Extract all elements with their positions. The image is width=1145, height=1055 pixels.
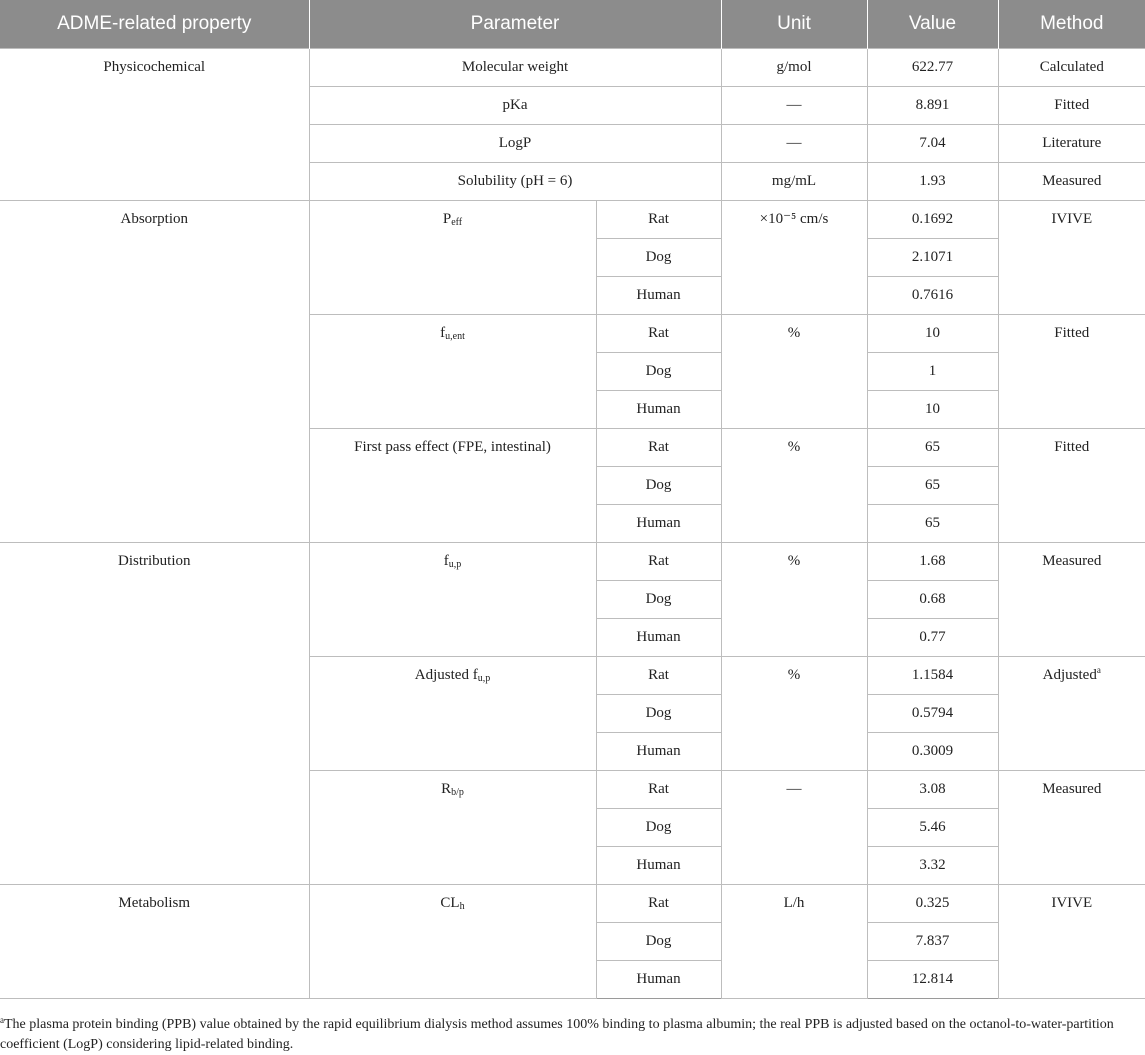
- species-cell: Rat: [596, 657, 721, 695]
- value-cell: 8.891: [867, 87, 998, 125]
- parameter-symbol: R: [441, 781, 452, 797]
- footnote-marker: a: [0, 1015, 4, 1025]
- species-cell: Human: [596, 961, 721, 999]
- value-cell: 0.325: [867, 885, 998, 923]
- category-distribution: Distribution: [0, 543, 309, 885]
- species-cell: Human: [596, 277, 721, 315]
- header-method: Method: [998, 0, 1145, 49]
- method-cell: Fitted: [998, 315, 1145, 429]
- table-row: [0, 49, 1145, 87]
- header-parameter: Parameter: [309, 0, 721, 49]
- header-property: ADME-related property: [0, 0, 309, 49]
- footnote-text: The plasma protein binding (PPB) value obtained by the rapid equilibrium dialysis method assumes 100% binding to plasma albumin; the real PPB is adjusted based on the octanol-to-water-partition coefficient (LogP) considering lipid-related binding.: [0, 1017, 1114, 1052]
- species-cell: Dog: [596, 467, 721, 505]
- unit-cell: %: [721, 657, 867, 771]
- parameter-cell: [309, 771, 596, 885]
- value-cell: 7.837: [867, 923, 998, 961]
- value-cell: 1.1584: [867, 657, 998, 695]
- species-cell: Rat: [596, 201, 721, 239]
- parameter-cell: Solubility (pH = 6): [309, 163, 721, 201]
- unit-cell: ×10⁻⁵ cm/s: [721, 201, 867, 315]
- value-cell: 3.08: [867, 771, 998, 809]
- species-cell: Human: [596, 619, 721, 657]
- parameter-subscript: u,p: [477, 673, 491, 684]
- species-cell: Dog: [596, 809, 721, 847]
- species-cell: Dog: [596, 695, 721, 733]
- category-absorption: Absorption: [0, 201, 309, 543]
- table-footnote: [0, 1015, 1140, 1055]
- species-cell: Human: [596, 733, 721, 771]
- parameter-cell: [309, 315, 596, 429]
- table-row: [0, 885, 1145, 923]
- value-cell: 1: [867, 353, 998, 391]
- parameter-subscript: b/p: [451, 787, 464, 798]
- method-cell: Literature: [998, 125, 1145, 163]
- value-cell: 0.77: [867, 619, 998, 657]
- value-cell: 65: [867, 429, 998, 467]
- species-cell: Rat: [596, 429, 721, 467]
- unit-cell: %: [721, 543, 867, 657]
- parameter-cell: [309, 201, 596, 315]
- value-cell: 65: [867, 467, 998, 505]
- value-cell: 7.04: [867, 125, 998, 163]
- value-cell: 0.1692: [867, 201, 998, 239]
- unit-cell: —: [721, 771, 867, 885]
- species-cell: Rat: [596, 885, 721, 923]
- parameter-cell: LogP: [309, 125, 721, 163]
- value-cell: 10: [867, 315, 998, 353]
- method-cell: Fitted: [998, 429, 1145, 543]
- parameter-cell: Molecular weight: [309, 49, 721, 87]
- method-cell: IVIVE: [998, 201, 1145, 315]
- method-cell: Calculated: [998, 49, 1145, 87]
- unit-cell: g/mol: [721, 49, 867, 87]
- value-cell: 3.32: [867, 847, 998, 885]
- method-cell: IVIVE: [998, 885, 1145, 999]
- species-cell: Rat: [596, 771, 721, 809]
- parameter-subscript: h: [459, 901, 465, 912]
- parameter-cell: [309, 657, 596, 771]
- species-cell: Human: [596, 505, 721, 543]
- parameter-subscript: u,p: [448, 559, 462, 570]
- value-cell: 12.814: [867, 961, 998, 999]
- parameter-symbol: P: [442, 211, 452, 227]
- parameter-symbol: CL: [440, 895, 460, 911]
- method-text: Adjusted: [1042, 667, 1097, 683]
- species-cell: Rat: [596, 315, 721, 353]
- method-cell: Measured: [998, 163, 1145, 201]
- parameter-symbol: f: [443, 553, 449, 569]
- parameter-cell: First pass effect (FPE, intestinal): [309, 429, 596, 543]
- species-cell: Human: [596, 391, 721, 429]
- parameter-cell: [309, 543, 596, 657]
- method-cell: [998, 657, 1145, 771]
- unit-cell: %: [721, 429, 867, 543]
- species-cell: Dog: [596, 581, 721, 619]
- parameter-subscript: u,ent: [445, 331, 465, 342]
- unit-cell: L/h: [721, 885, 867, 999]
- method-cell: Fitted: [998, 87, 1145, 125]
- value-cell: 0.3009: [867, 733, 998, 771]
- parameter-cell: [309, 885, 596, 999]
- species-cell: Dog: [596, 239, 721, 277]
- species-cell: Dog: [596, 353, 721, 391]
- footnote-marker: a: [1096, 665, 1101, 675]
- parameter-symbol: f: [440, 325, 446, 341]
- value-cell: 1.68: [867, 543, 998, 581]
- unit-cell: —: [721, 125, 867, 163]
- header-value: Value: [867, 0, 998, 49]
- parameter-cell: pKa: [309, 87, 721, 125]
- category-metabolism: Metabolism: [0, 885, 309, 999]
- unit-cell: —: [721, 87, 867, 125]
- header-unit: Unit: [721, 0, 867, 49]
- value-cell: 2.1071: [867, 239, 998, 277]
- unit-cell: %: [721, 315, 867, 429]
- parameter-subscript: eff: [451, 217, 463, 228]
- unit-cell: mg/mL: [721, 163, 867, 201]
- value-cell: 0.5794: [867, 695, 998, 733]
- value-cell: 1.93: [867, 163, 998, 201]
- value-cell: 0.7616: [867, 277, 998, 315]
- value-cell: 10: [867, 391, 998, 429]
- parameter-symbol: Adjusted f: [414, 667, 478, 683]
- header-row: [0, 0, 1145, 49]
- value-cell: 5.46: [867, 809, 998, 847]
- species-cell: Rat: [596, 543, 721, 581]
- table-row: [0, 543, 1145, 581]
- value-cell: 0.68: [867, 581, 998, 619]
- value-cell: 65: [867, 505, 998, 543]
- species-cell: Human: [596, 847, 721, 885]
- table-row: [0, 201, 1145, 239]
- category-physicochemical: Physicochemical: [0, 49, 309, 201]
- value-cell: 622.77: [867, 49, 998, 87]
- method-cell: Measured: [998, 543, 1145, 657]
- method-cell: Measured: [998, 771, 1145, 885]
- species-cell: Dog: [596, 923, 721, 961]
